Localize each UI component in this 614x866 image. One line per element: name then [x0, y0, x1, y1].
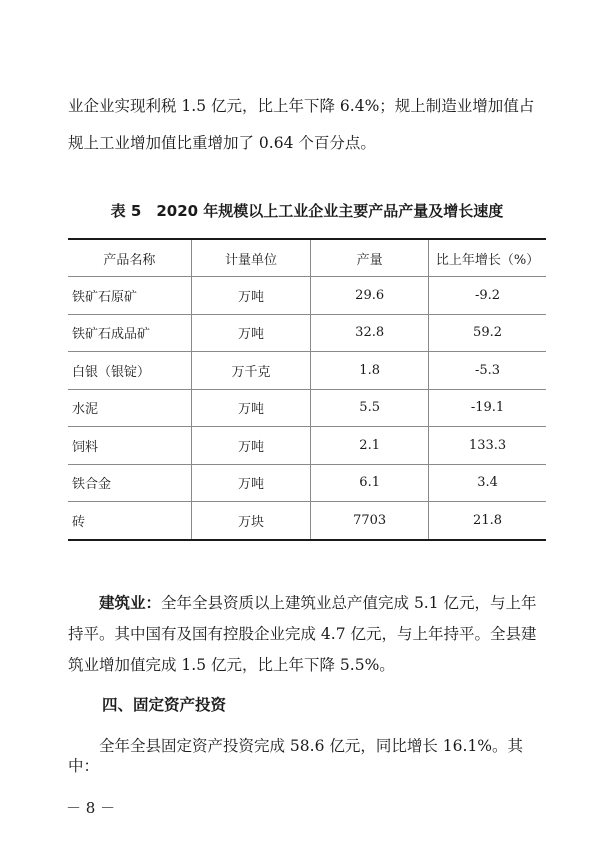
cell-product-name: 白银（银锭） [68, 352, 191, 390]
intro-line-1: 业企业实现利税 1.5 亿元，比上年下降 6.4%；规上制造业增加值占 [68, 97, 535, 115]
cell-output: 2.1 [311, 427, 429, 465]
intro-line-2: 规上工业增加值比重增加了 0.64 个百分点。 [68, 134, 376, 152]
cell-product-name: 铁矿石原矿 [68, 277, 191, 315]
table-row [68, 352, 546, 390]
page-number: － 8 － [66, 799, 116, 817]
cell-growth: 3.4 [429, 464, 546, 502]
cell-product-name: 饲料 [68, 427, 191, 465]
cell-growth: -5.3 [429, 352, 546, 390]
header-unit: 计量单位 [191, 239, 311, 277]
cell-output: 29.6 [311, 277, 429, 315]
cell-growth: -9.2 [429, 277, 546, 315]
product-output-table [68, 238, 546, 541]
header-product-name: 产品名称 [68, 239, 191, 277]
cell-product-name: 铁合金 [68, 464, 191, 502]
cell-unit: 万吨 [191, 277, 311, 315]
construction-label: 建筑业： [99, 594, 162, 612]
table-row [68, 277, 546, 315]
cell-unit: 万千克 [191, 352, 311, 390]
cell-output: 7703 [311, 502, 429, 540]
cell-growth: -19.1 [429, 389, 546, 427]
header-output: 产量 [311, 239, 429, 277]
construction-text: 全年全县资质以上建筑业总产值完成 5.1 亿元，与上年持平。其中国有及国有控股企业完成 4.7 亿元，与上年持平。全县建筑业增加值完成 1.5 亿元，比上年下降 5.5%。 [68, 594, 537, 674]
header-growth: 比上年增长（%） [429, 239, 546, 277]
cell-growth: 59.2 [429, 314, 546, 352]
cell-output: 5.5 [311, 389, 429, 427]
construction-paragraph [68, 588, 548, 681]
table-row [68, 427, 546, 465]
cell-output: 1.8 [311, 352, 429, 390]
cell-product-name: 砖 [68, 502, 191, 540]
cell-product-name: 铁矿石成品矿 [68, 314, 191, 352]
cell-product-name: 水泥 [68, 389, 191, 427]
cell-output: 6.1 [311, 464, 429, 502]
cell-unit: 万吨 [191, 389, 311, 427]
cell-unit: 万吨 [191, 427, 311, 465]
investment-paragraph [68, 736, 548, 776]
cell-unit: 万吨 [191, 464, 311, 502]
cell-growth: 133.3 [429, 427, 546, 465]
table-row [68, 464, 546, 502]
section-heading: 四、固定资产投资 [102, 696, 227, 714]
cell-output: 32.8 [311, 314, 429, 352]
table-row [68, 389, 546, 427]
cell-unit: 万块 [191, 502, 311, 540]
table-title: 表 5 2020 年规模以上工业企业主要产品产量及增长速度 [110, 202, 504, 220]
intro-paragraph [68, 96, 548, 153]
cell-unit: 万吨 [191, 314, 311, 352]
table-row [68, 502, 546, 540]
table-row [68, 314, 546, 352]
cell-growth: 21.8 [429, 502, 546, 540]
table-header-row [68, 239, 546, 277]
investment-text: 全年全县固定资产投资完成 58.6 亿元，同比增长 16.1%。其中： [68, 737, 524, 775]
